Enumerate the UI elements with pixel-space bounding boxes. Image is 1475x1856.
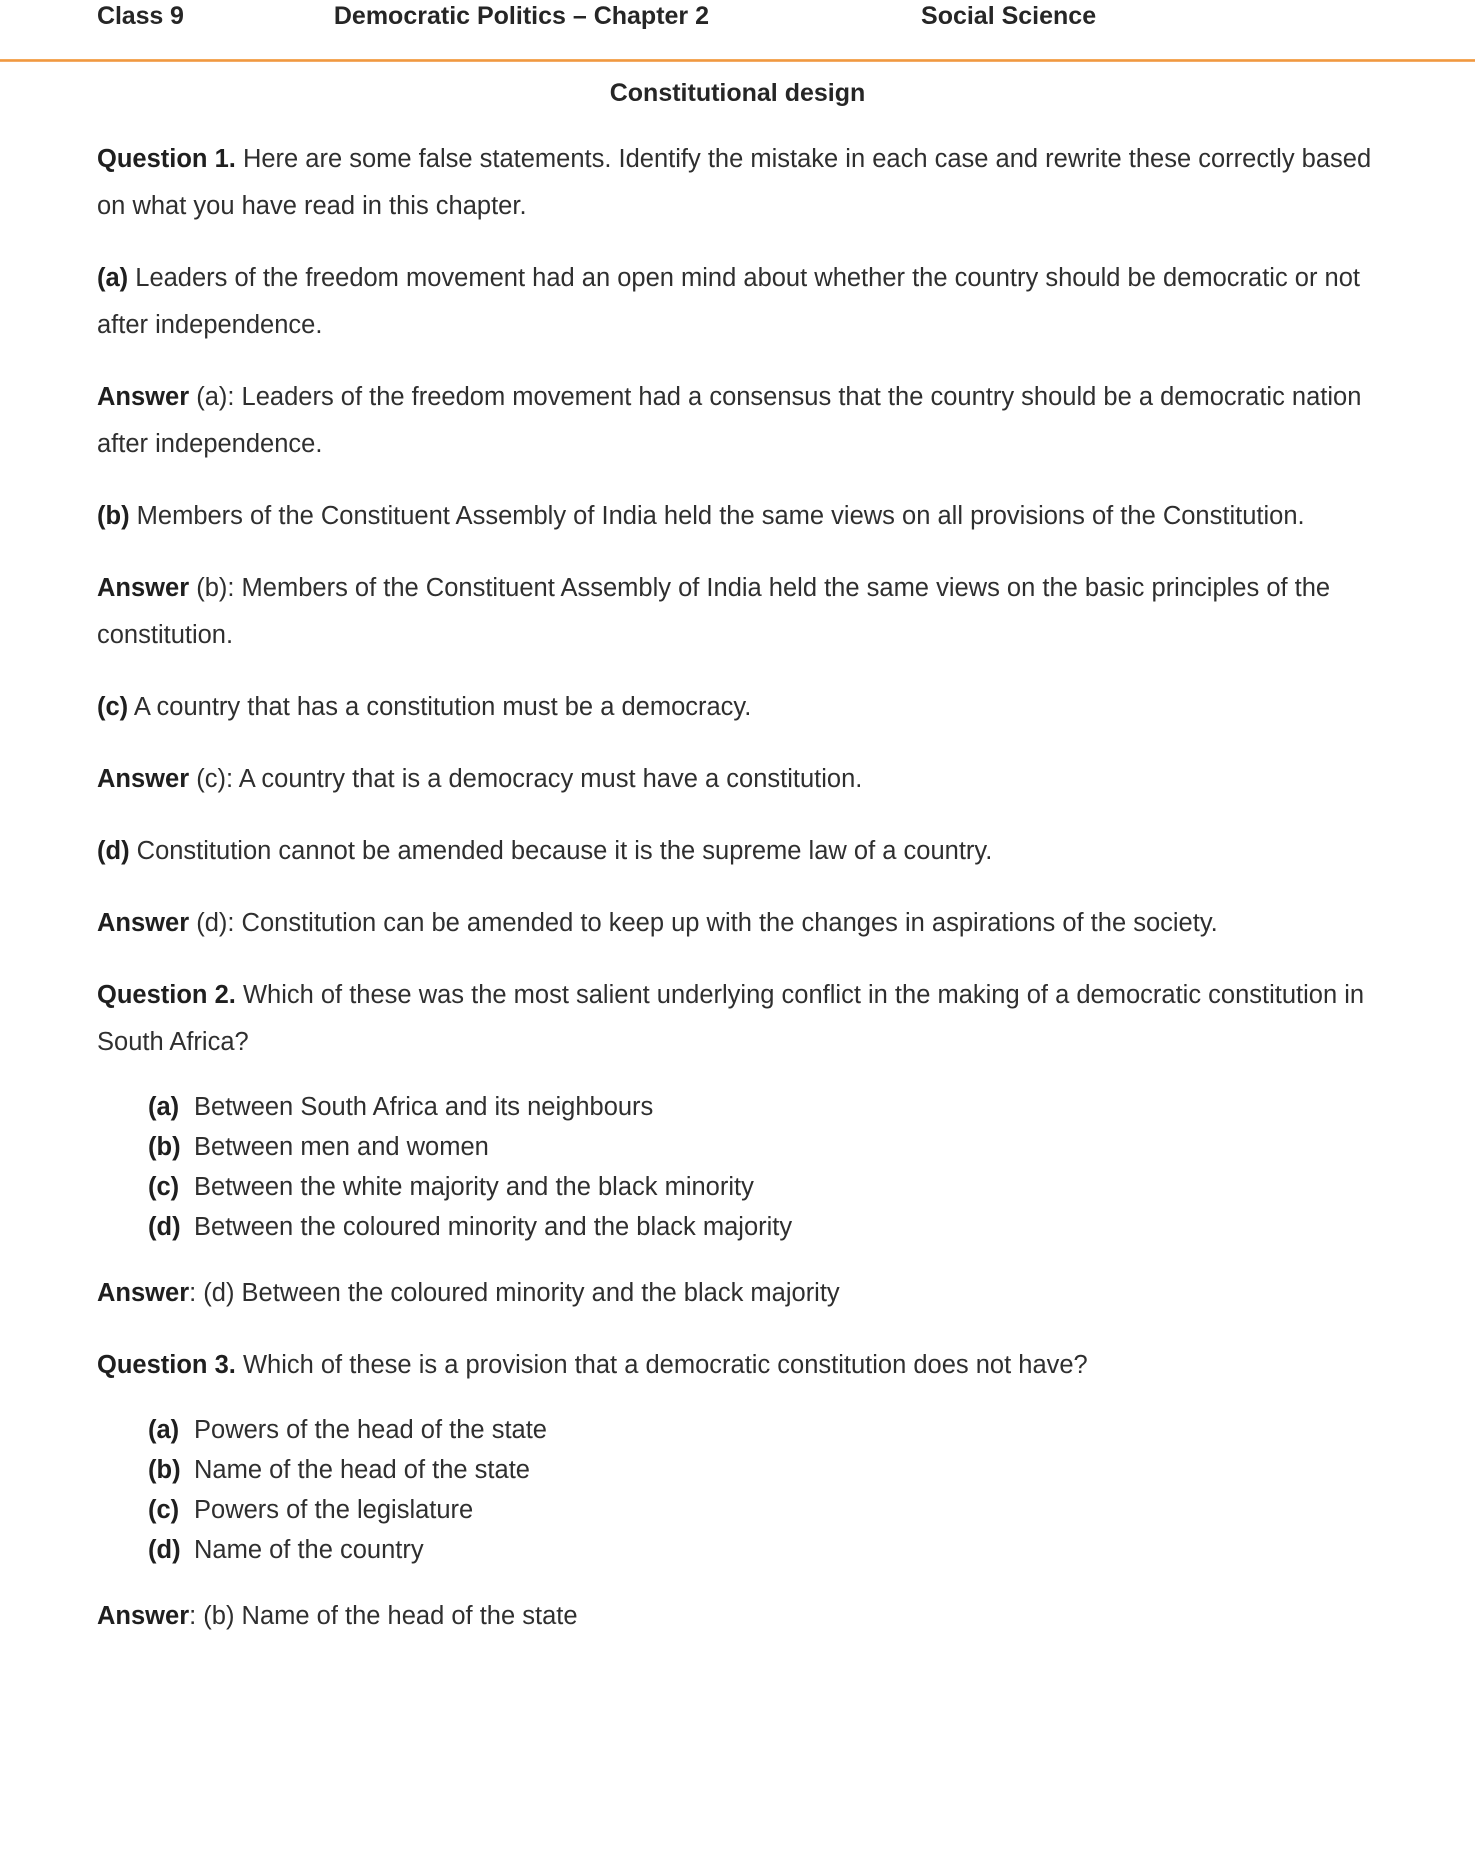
question-3-option-b[interactable] (148, 1450, 1378, 1490)
answer-b-text: (b): Members of the Constituent Assembly of India held the same views on the basic principles of the constitution. (97, 574, 1331, 649)
answer-c-text: (c): A country that is a democracy must have a constitution. (189, 765, 863, 793)
question-1-part-a-statement (97, 255, 1378, 349)
answer-c-label: Answer (97, 765, 190, 793)
part-c-text: A country that has a constitution must be a democracy. (128, 693, 752, 721)
option-d-text: Name of the country (194, 1536, 424, 1564)
part-b-text: Members of the Constituent Assembly of India held the same views on all provisions of the Constitution. (129, 502, 1305, 530)
question-1-part-d-answer (97, 900, 1378, 947)
question-1-text: Here are some false statements. Identify the mistake in each case and rewrite these correctly based on what you have read in this chapter. (97, 145, 1372, 220)
question-3-text: Which of these is a provision that a democratic constitution does not have? (235, 1351, 1088, 1379)
answer-d-text: (d): Constitution can be amended to keep up with the changes in aspirations of the society. (189, 909, 1218, 937)
answer-b-label: Answer (97, 574, 190, 602)
question-3-option-a[interactable] (148, 1410, 1378, 1450)
header-divider-rule (0, 59, 1475, 62)
answer-a-text: (a): Leaders of the freedom movement had a consensus that the country should be a democratic nation after independence. (97, 383, 1362, 458)
question-2-option-c[interactable] (148, 1167, 1378, 1207)
answer-a-label: Answer (97, 383, 190, 411)
question-3-prompt (97, 1342, 1378, 1389)
question-1-part-c-statement (97, 684, 1378, 731)
part-a-text: Leaders of the freedom movement had an open mind about whether the country should be democratic or not after independence. (97, 264, 1361, 339)
question-2-option-b[interactable] (148, 1127, 1378, 1167)
question-2-prompt (97, 972, 1378, 1066)
question-3-option-c[interactable] (148, 1490, 1378, 1530)
question-3-answer (97, 1593, 1378, 1640)
option-c-key: (c) (148, 1496, 180, 1524)
question-2-answer-text: : (d) Between the coloured minority and the black majority (189, 1279, 840, 1307)
answer-d-label: Answer (97, 909, 190, 937)
document-header (97, 0, 1378, 46)
question-2-text: Which of these was the most salient underlying conflict in the making of a democratic constitution in South Africa? (97, 981, 1365, 1056)
option-d-key: (d) (148, 1536, 181, 1564)
question-3-answer-label: Answer (97, 1602, 190, 1630)
question-1-label: Question 1. (97, 145, 236, 173)
option-d-text: Between the coloured minority and the black majority (194, 1213, 793, 1241)
option-c-key: (c) (148, 1173, 180, 1201)
header-class-label: Class 9 (97, 2, 184, 30)
option-a-text: Between South Africa and its neighbours (194, 1093, 654, 1121)
option-a-key: (a) (148, 1093, 180, 1121)
option-b-key: (b) (148, 1133, 181, 1161)
option-b-key: (b) (148, 1456, 181, 1484)
question-2-option-d[interactable] (148, 1207, 1378, 1247)
question-2-options (97, 1087, 1378, 1247)
part-b-label: (b) (97, 502, 130, 530)
question-1-part-c-answer (97, 756, 1378, 803)
page-title: Constitutional design (609, 79, 866, 107)
question-2-answer-label: Answer (97, 1279, 190, 1307)
header-subject-label: Social Science (921, 2, 1097, 30)
question-1-part-b-answer (97, 565, 1378, 659)
question-1-part-b-statement (97, 493, 1378, 540)
question-3-label: Question 3. (97, 1351, 236, 1379)
option-a-text: Powers of the head of the state (194, 1416, 547, 1444)
question-3-answer-text: : (b) Name of the head of the state (189, 1602, 578, 1630)
question-2-label: Question 2. (97, 981, 236, 1009)
header-chapter-title: Democratic Politics – Chapter 2 (333, 2, 710, 30)
question-3-option-d[interactable] (148, 1530, 1378, 1570)
part-d-label: (d) (97, 837, 130, 865)
option-b-text: Name of the head of the state (194, 1456, 530, 1484)
option-c-text: Powers of the legislature (194, 1496, 474, 1524)
option-d-key: (d) (148, 1213, 181, 1241)
option-a-key: (a) (148, 1416, 180, 1444)
question-1-part-d-statement (97, 828, 1378, 875)
part-a-label: (a) (97, 264, 129, 292)
part-d-text: Constitution cannot be amended because it is the supreme law of a country. (129, 837, 993, 865)
question-2-answer (97, 1270, 1378, 1317)
question-1-prompt (97, 136, 1378, 230)
option-c-text: Between the white majority and the black minority (194, 1173, 754, 1201)
question-2-option-a[interactable] (148, 1087, 1378, 1127)
option-b-text: Between men and women (194, 1133, 489, 1161)
part-c-label: (c) (97, 693, 129, 721)
question-1-part-a-answer (97, 374, 1378, 468)
question-3-options (97, 1410, 1378, 1570)
